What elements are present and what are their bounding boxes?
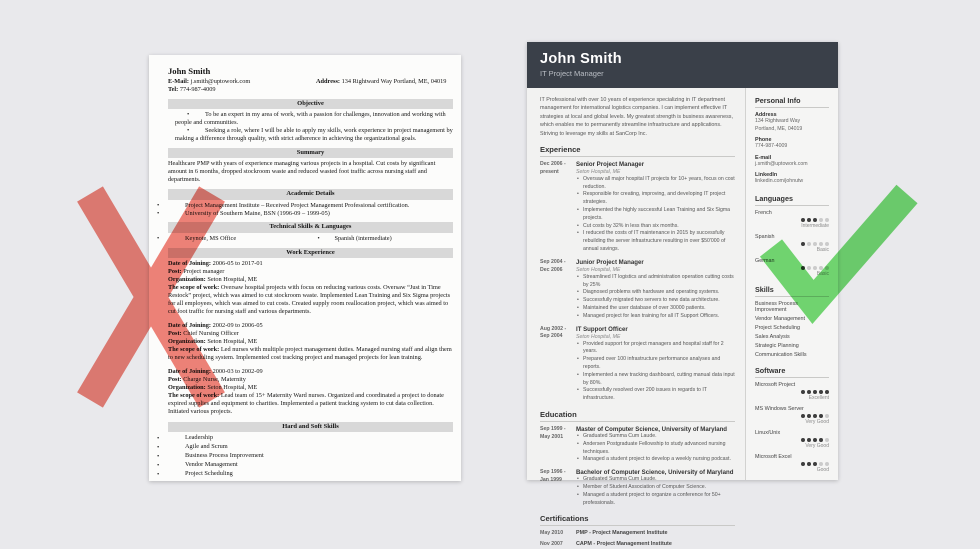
software-level-label: Very Good [805,442,829,449]
entry-bullet: • Provided support for project managers and hospital staff for 2 years. [576,341,735,357]
good-resume-job-title: IT Project Manager [540,69,604,78]
entry-bullet: • Managed a student project to organize a conference for 50+ professionals. [576,492,735,508]
sidebar-linkedin-value: linkedin.com/johnutw [755,178,804,185]
entry-date: Sep 1996 - Jan 1999 [540,469,566,483]
certification-name: PMP - Project Management Institute [576,530,668,537]
entry-title: IT Support Officer [576,325,628,333]
sidebar-skill: Strategic Planning [755,342,799,349]
org-label: Organization: [168,337,206,345]
good-resume-header [527,42,838,88]
bad-email-line [168,78,316,86]
entry-date: Dec 2006 - present [540,160,566,175]
entry-bullet: • Maintained the user database of over 30000 patients. [576,305,735,313]
software-name: Linux/Unix [755,429,781,436]
entry-company: Seton Hospital, ME [576,266,621,273]
objective-item: • To be an expert in my area of work, with a passion for challenges, innovation and working with people and communities. [168,111,453,127]
skill-item: • Agile and Scrum [168,443,453,452]
software-level-label: Very Good [805,418,829,425]
sidebar-skill: Communication Skills [755,351,807,358]
bad-resume-contact [168,78,453,94]
heading-certifications: Certifications [540,514,735,526]
entry-bullet: • Managed a student project to develop a weekly nursing podcast. [576,456,735,464]
software-item [755,406,829,425]
entry-bullet: • Streamlined IT logistics and administration operation cutting costs by 25% [576,274,735,290]
certification-name: CAPM - Project Management Institute [576,541,672,548]
education-entry [540,469,735,507]
entry-company: Seton Hospital, ME [576,333,621,340]
sidebar-skill: Business Process Improvement [755,300,798,313]
entry-bullet: • Managed project for lean training for all IT Support Officers. [576,313,735,321]
entry-company: Seton Hospital, ME [576,168,621,175]
scope-value: Oversaw hospital projects with focus on reducing various costs. Oversaw “Just in Time Restock” project, which was aimed to cut stockroom waste. Implemented Lean Training and Six Sigma projects for all employees, which was aimed to cut costs. Created supply room reallocation project, which was aimed to cut foot traffic for nursing staff and various departments. [168,283,451,315]
entry-date: Aug 2002 - Sep 2004 [540,325,567,340]
software-name: Microsoft Excel [755,453,792,460]
software-level-label: Excellent [808,394,829,401]
scope-value: Lead team of 15+ Maternity Ward nurses. Organized and coordinated a project to donate expired supplies and equipment to charities. Implemented a patient tracking system to cut data collection. Initiated various projects. [168,391,444,415]
software-level-dots [755,438,829,442]
post-value: Project manager [183,267,225,275]
entry-date: Sep 2004 - Dec 2006 [540,258,566,273]
software-level-label: Good [816,466,829,473]
scope-value: Led nurses with multiple project management duties. Managed nursing staff and align them to new scheduling system. Implemented cost tracking project and managed projects for lean training. [168,345,452,361]
tel-value: 774-987-4009 [179,85,216,93]
language-name: Spanish [755,233,775,240]
org-value: Seton Hospital, ME [207,337,258,345]
entry-bullet: • Andersen Postgraduate Fellowship to study advanced nursing techniques. [576,441,735,457]
software-level-dots [755,390,829,394]
org-label: Organization: [168,275,206,283]
section-header-hard-soft-skills: Hard and Soft Skills [168,422,453,432]
section-header-tech-skills: Technical Skills & Languages [168,222,453,232]
scope-label: The scope of work: [168,283,220,291]
software-level-dots [755,462,829,466]
sidebar-email-label: E-mail [755,154,772,161]
date-label: Date of Joining: [168,259,212,267]
address-value: 134 Rightward Way Portland, ME, 04019 [341,77,447,85]
language-level-label: Basic [816,246,829,253]
email-value: j.smith@uptowork.com [190,77,251,85]
software-level-dots [755,414,829,418]
heading-languages: Languages [755,194,829,206]
bad-tel-line [168,86,316,94]
certification-entry [540,530,735,538]
skill-item: • Project Scheduling [168,470,453,479]
heading-education: Education [540,410,735,422]
green-check-icon [757,186,917,318]
date-value: 2002-09 to 2006-05 [212,321,263,329]
experience-entry [540,326,735,403]
tel-label: Tel: [168,85,179,93]
tech-skill-item: • Keynote, MS Office [168,235,311,243]
academic-item: • Project Management Institute – Received Project Management Professional certification. [168,202,453,210]
entry-title: Junior Project Manager [576,258,644,266]
entry-bullet: • Oversaw all major hospital IT projects for 10+ years, focus on cost reduction. [576,176,735,192]
email-label: E-Mail: [168,77,189,85]
date-value: 2006-05 to 2017-01 [212,259,263,267]
heading-personal-info: Personal Info [755,96,829,108]
post-value: Chief Nursing Officer [183,329,239,337]
software-item [755,430,829,449]
skill-item: • Business Process Improvement [168,452,453,461]
skill-item: • Vendor Management [168,461,453,470]
sidebar-linkedin-label: LinkedIn [755,172,778,179]
language-level-label: Basic [816,270,829,277]
post-label: Post: [168,375,182,383]
entry-title: Master of Computer Science, University of Maryland [576,426,728,433]
bad-resume-name: John Smith [168,66,211,76]
sidebar-address-line1: 134 Rightward Way [755,118,801,124]
post-value: Charge Nurse, Maternity [183,375,246,383]
section-header-work-experience: Work Experience [168,248,453,258]
language-name: German [755,257,775,264]
sidebar-email-value: j.smith@uptowork.com [755,160,808,167]
software-item [755,454,829,473]
entry-title: Senior Project Manager [576,160,645,168]
entry-bullet: • Successfully migrated two servers to new data architecture. [576,297,735,305]
language-level-label: Intermediate [801,222,829,229]
entry-bullet: • Implemented a new tracking dashboard, cutting manual data input by 80%. [576,372,735,388]
scope-label: The scope of work: [168,345,220,353]
date-label: Date of Joining: [168,321,212,329]
entry-bullet: • Graduated Summa Cum Laude. [576,433,735,441]
post-label: Post: [168,267,182,275]
entry-bullet: • Responsible for creating, improving, and developing IT project strategies. [576,191,735,207]
entry-title: Bachelor of Computer Science, University of Maryland [576,469,734,477]
sidebar-skill: Sales Analysis [755,333,790,340]
entry-date: May 2010 [540,530,564,537]
red-cross-icon [76,190,226,404]
sidebar-skill: Vendor Management [755,315,806,322]
sidebar-phone-label: Phone [755,137,772,144]
education-entry [540,426,735,464]
experience-entry [540,161,735,254]
heading-experience: Experience [540,145,735,157]
good-resume-name: John Smith [540,51,622,67]
certification-entry [540,541,735,549]
heading-skills: Skills [755,285,829,297]
bad-address-line [316,78,453,94]
good-resume-main-column [527,88,745,548]
section-header-academic: Academic Details [168,189,453,199]
language-name: French [755,209,772,216]
entry-date: Sep 1999 - May 2001 [540,426,566,440]
section-header-objective: Objective [168,99,453,109]
date-value: 2000-03 to 2002-09 [212,367,263,375]
section-header-summary: Summary [168,148,453,158]
entry-date: Nov 2007 [540,541,563,548]
sidebar-address-line2: Portland, ME, 04019 [755,125,803,132]
address-label: Address: [316,77,341,85]
entry-bullet: • Member of Student Association of Computer Science. [576,484,735,492]
entry-bullet: • I reduced the costs of IT maintenance in 2015 by successfully rebuilding the server infrastructure resulting in over $50'000 of annual savings. [576,230,735,253]
objective-item: • Seeking a role, where I will be able to apply my skills, work experience in project management by making a difference through quality, with strict adherence in achieving the organizational goals. [168,127,453,143]
sidebar-skill: Project Scheduling [755,324,800,331]
org-label: Organization: [168,383,206,391]
date-label: Date of Joining: [168,367,212,375]
org-value: Seton Hospital, ME [207,275,258,283]
tech-language-item: • Spanish (intermediate) [311,235,454,243]
sidebar-address-label: Address [755,112,777,118]
experience-entry [540,259,735,321]
software-name: Microsoft Project [755,381,796,388]
entry-bullet: • Cut costs by 32% in less than six months. [576,223,735,231]
academic-item: • University of Southern Maine, BSN (1996-09 – 1999-05) [168,210,453,218]
profile-summary: IT Professional with over 10 years of experience specializing in IT department management for international logistics companies. I can implement effective IT strategies at local and global levels. My greatest strength is business awareness, which enables me to permanently streamline infrastructure and applications. Striving to leverage my skills at SanCorp Inc. [540,97,733,137]
entry-bullet: • Graduated Summa Cum Laude. [576,476,735,484]
entry-bullet: • Successfully resolved over 200 issues in regards to IT infrastructure. [576,387,735,403]
heading-software: Software [755,366,829,378]
software-item [755,382,829,401]
software-name: MS Windows Server [755,405,804,412]
post-label: Post: [168,329,182,337]
entry-bullet: • Prepared over 100 infrastructure performance analyses and reports. [576,356,735,372]
entry-bullet: • Diagnosed problems with hardware and operating systems. [576,289,735,297]
scope-label: The scope of work: [168,391,220,399]
skill-item: • Leadership [168,434,453,443]
sidebar-phone-value: 774-987-4009 [755,143,788,150]
entry-bullet: • Implemented the highly successful Lean Training and Six Sigma projects. [576,207,735,223]
summary-text: Healthcare PMP with years of experience managing various projects in a hospital. Cut costs by significant amount in 6 months, dropped stockroom waste and reduced wasted foot traffic across nursing staff and departments. [168,160,436,184]
org-value: Seton Hospital, ME [207,383,258,391]
